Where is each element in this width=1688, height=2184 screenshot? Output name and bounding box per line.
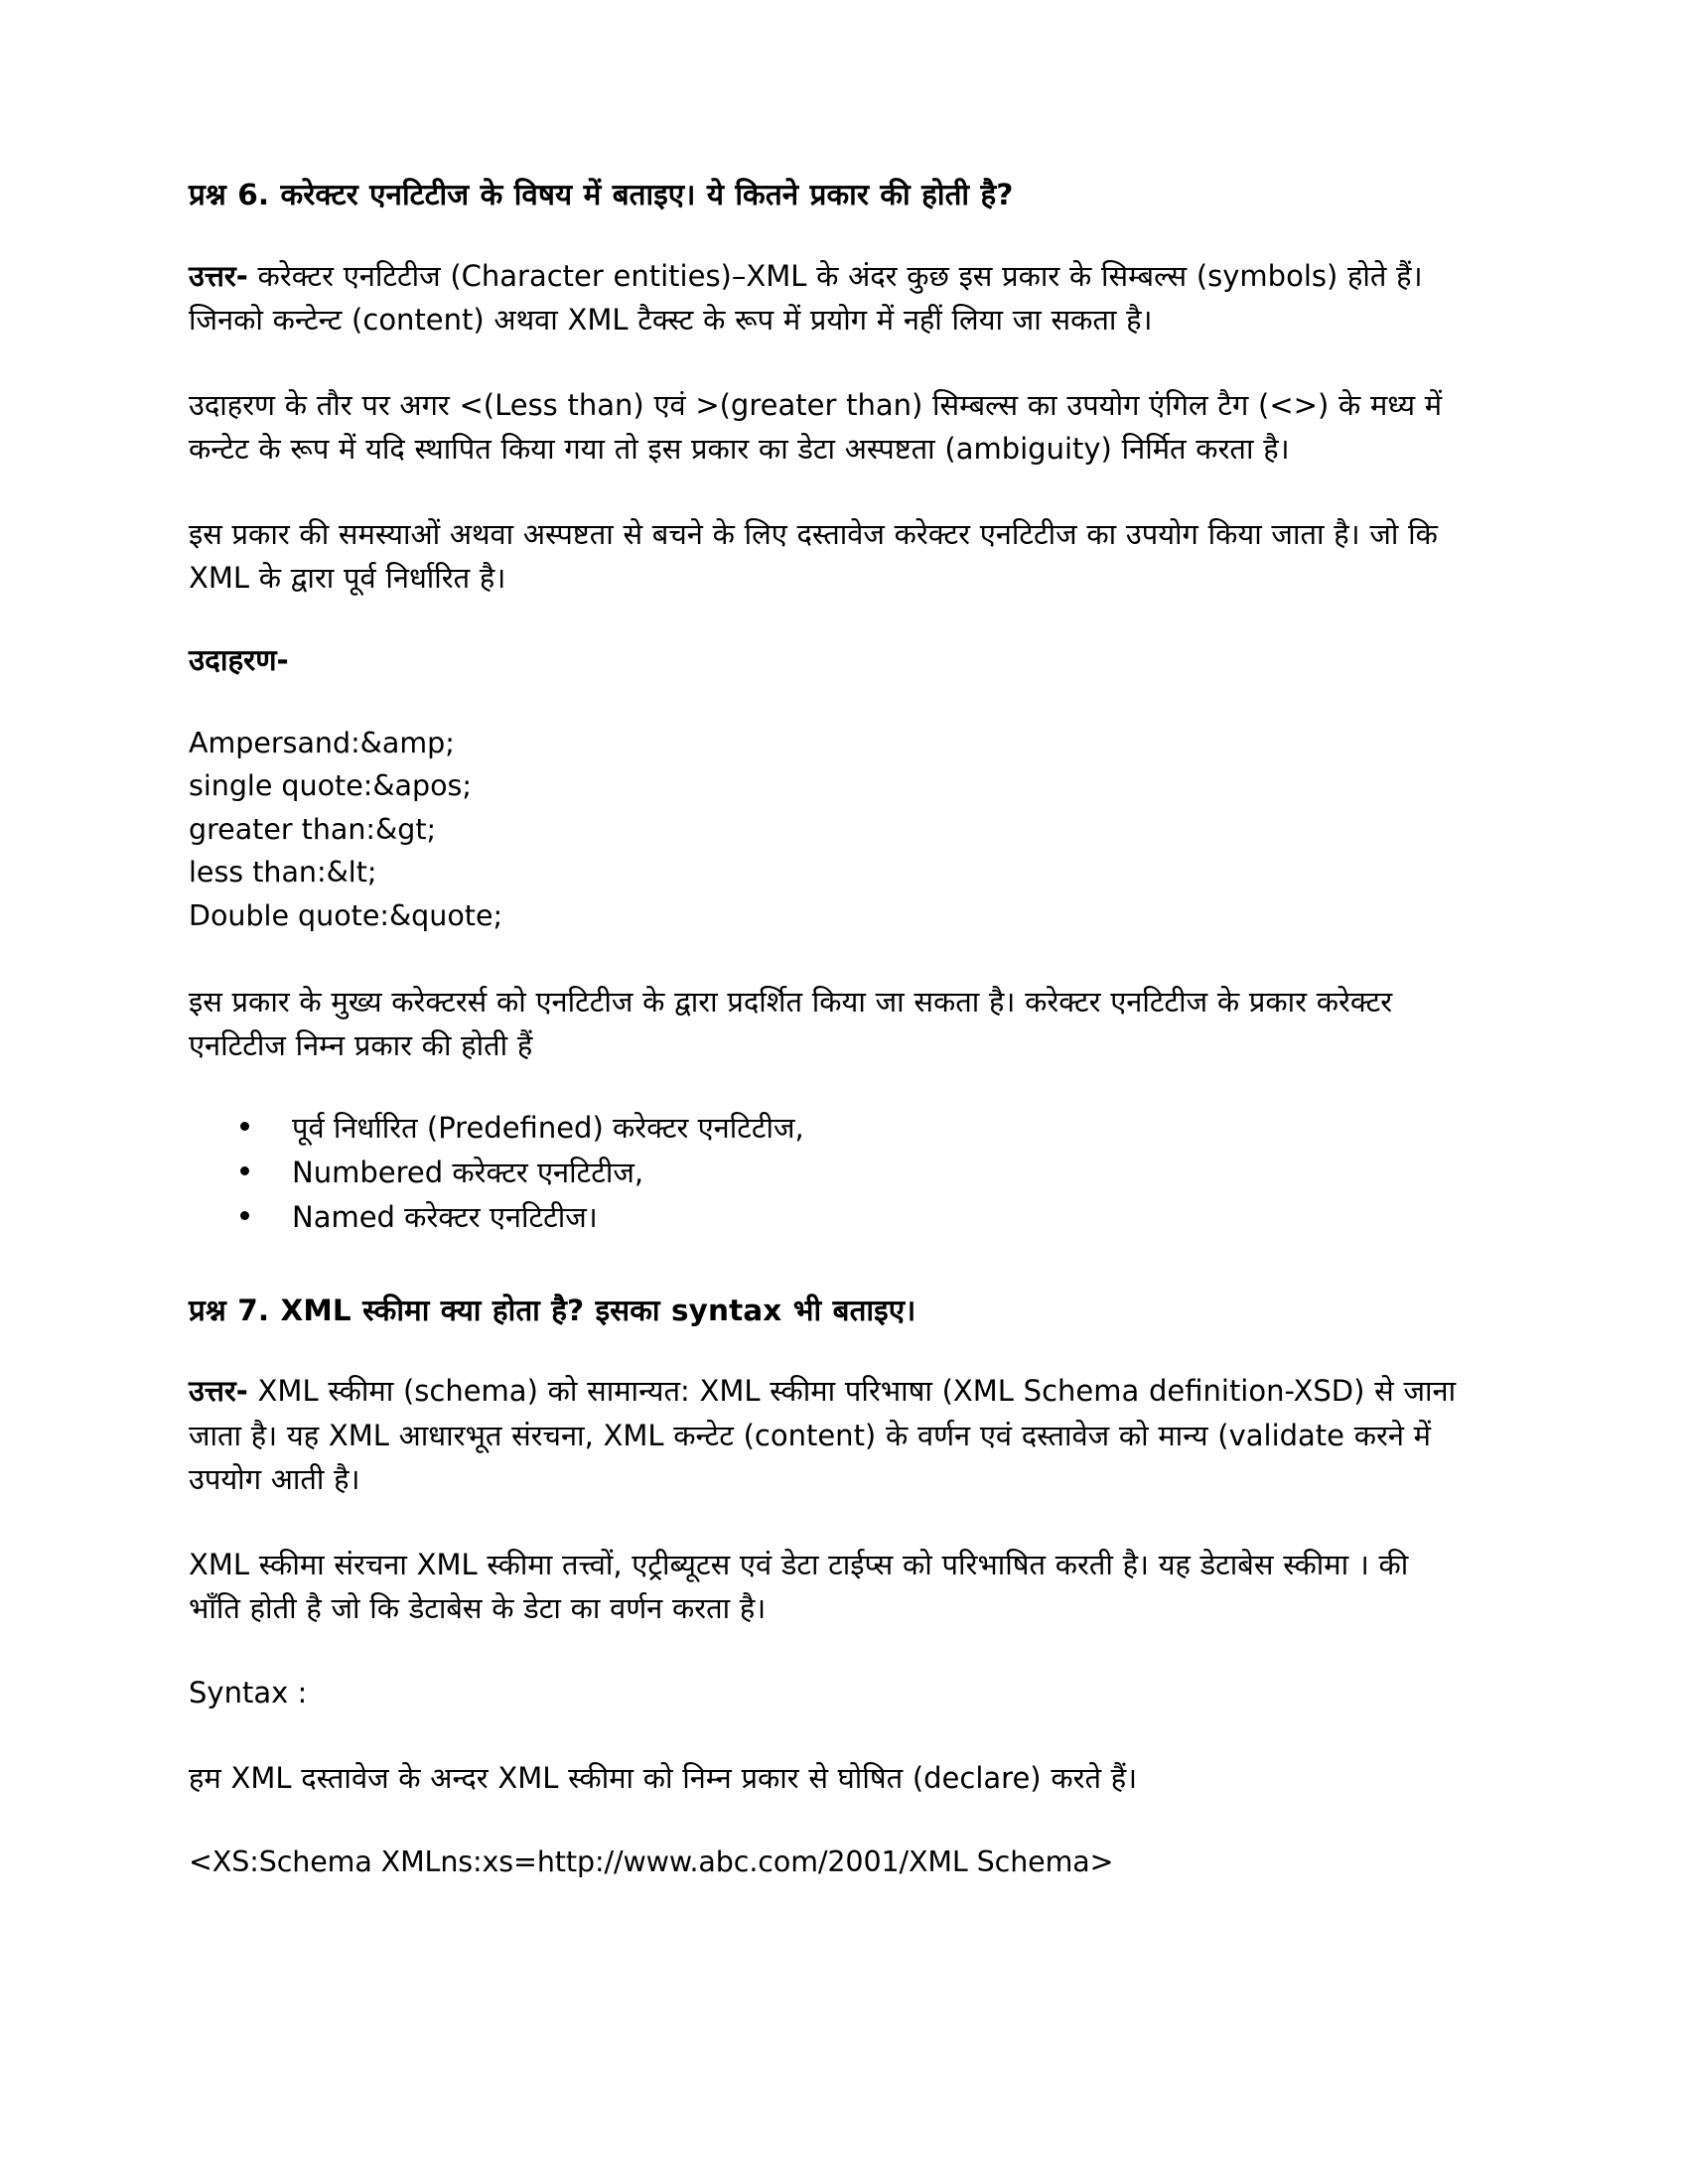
question-6-heading: प्रश्न 6. करेक्टर एनटिटीज के विषय में बताइए। ये कितने प्रकार की होती है? bbox=[189, 178, 1014, 211]
xml-schema-code-line: <XS:Schema XMLns:xs=http://www.abc.com/2001/XML Schema> bbox=[189, 1845, 1114, 1879]
list-item-label: पूर्व निर्धारित (Predefined) करेक्टर एनटिटीज, bbox=[292, 1110, 804, 1145]
syntax-label: Syntax : bbox=[189, 1675, 308, 1709]
entity-line-less-than: less than:&lt; bbox=[189, 856, 377, 889]
question-7-structure-paragraph: XML स्कीमा संरचना XML स्कीमा तत्त्वों, एट्रीब्यूटस एवं डेटा टाईप्स को परिभाषित करती है। यह डेटाबेस स्कीमा । की भाँति होती है जो कि डेटाबेस के डेटा का वर्णन करता है। bbox=[189, 1547, 1409, 1625]
answer-text: करेक्टर एनटिटीज (Character entities)–XML के अंदर कुछ इस प्रकार के सिम्बल्स (symbols) होते हैं। जिनको कन्टेन्ट (content) अथवा XML टैक्स्ट के रूप में प्रयोग में नहीं लिया जा सकता है। bbox=[189, 258, 1423, 337]
document-content bbox=[189, 177, 1462, 1884]
bullet-dot-icon bbox=[240, 1166, 249, 1175]
list-item bbox=[240, 1107, 1462, 1149]
entity-line-ampersand: Ampersand:&amp; bbox=[189, 726, 455, 759]
question-6-types-intro-paragraph: इस प्रकार के मुख्य करेक्टरर्स को एनटिटीज के द्वारा प्रदर्शित किया जा सकता है। करेक्टर एनटिटीज के प्रकार करेक्टर एनटिटीज निम्न प्रकार की होती हैं bbox=[189, 984, 1393, 1062]
bullet-dot-icon bbox=[240, 1122, 249, 1131]
question-7-answer-paragraph bbox=[189, 1369, 1462, 1500]
bullet-dot-icon bbox=[240, 1211, 249, 1220]
entity-example-block bbox=[189, 722, 1462, 938]
example-subheading: उदाहरण- bbox=[189, 643, 289, 678]
question-7-declare-paragraph: हम XML दस्तावेज के अन्दर XML स्कीमा को निम्न प्रकार से घोषित (declare) करते हैं। bbox=[189, 1761, 1138, 1796]
question-6-example-paragraph: उदाहरण के तौर पर अगर <(Less than) एवं >(greater than) सिम्बल्स का उपयोग एंगिल टैग (<>) के मध्य में कन्टेट के रूप में यदि स्थापित किया गया तो इस प्रकार का डेटा अस्पष्टता (ambiguity) निर्मित करता है। bbox=[189, 387, 1443, 466]
entity-line-single-quote: single quote:&apos; bbox=[189, 769, 472, 803]
answer-label: उत्तर- bbox=[189, 1374, 248, 1409]
character-entity-types-list bbox=[189, 1107, 1462, 1239]
answer-label: उत्तर- bbox=[189, 258, 248, 293]
answer-text: XML स्कीमा (schema) को सामान्यत: XML स्कीमा परिभाषा (XML Schema definition-XSD) से जाना जाता है। यह XML आधारभूत संरचना, XML कन्टेट (content) के वर्णन एवं दस्तावेज को मान्य (validate करने में उपयोग आती है। bbox=[189, 1374, 1457, 1496]
list-item bbox=[240, 1152, 1462, 1193]
list-item bbox=[240, 1196, 1462, 1238]
question-6-solution-paragraph: इस प्रकार की समस्याओं अथवा अस्पष्टता से बचने के लिए दस्तावेज करेक्टर एनटिटीज का उपयोग किया जाता है। जो कि XML के द्वारा पूर्व निर्धारित है। bbox=[189, 517, 1438, 596]
entity-line-greater-than: greater than:&gt; bbox=[189, 812, 437, 846]
list-item-label: Numbered करेक्टर एनटिटीज, bbox=[292, 1156, 644, 1190]
question-7-heading: प्रश्न 7. XML स्कीमा क्या होता है? इसका syntax भी बताइए। bbox=[189, 1293, 916, 1327]
question-6-answer-paragraph bbox=[189, 254, 1462, 341]
entity-line-double-quote: Double quote:&quote; bbox=[189, 898, 503, 932]
list-item-label: Named करेक्टर एनटिटीज। bbox=[292, 1200, 598, 1235]
